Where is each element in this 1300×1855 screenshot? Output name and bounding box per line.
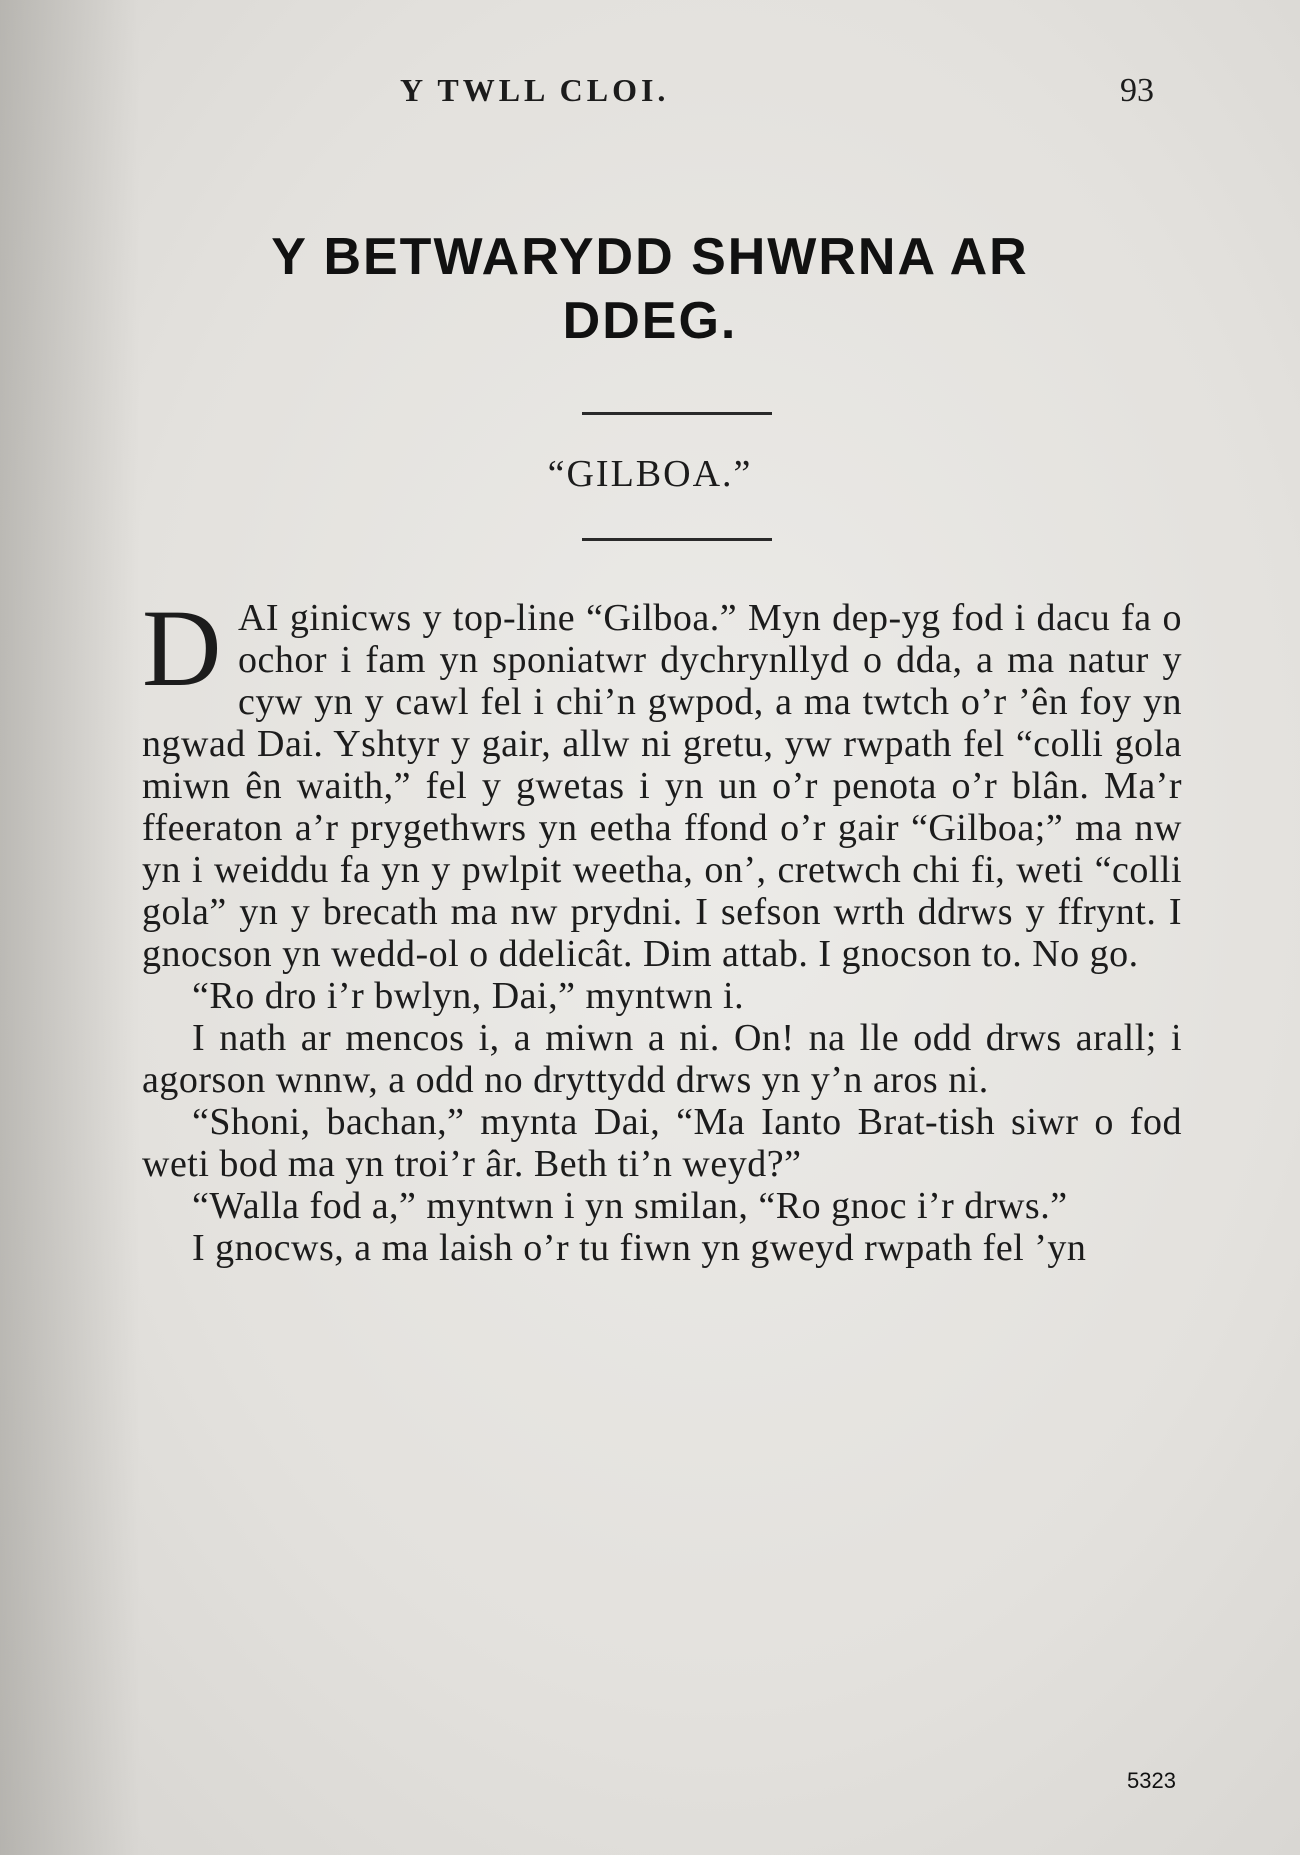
chapter-title-line-2: DDEG.: [562, 292, 738, 350]
page-id-label: 5323: [1127, 1768, 1176, 1793]
body-text: [142, 587, 1182, 1269]
paragraph-2: “Ro dro i’r bwlyn, Dai,” myntwn i.: [192, 975, 745, 1017]
chapter-title-line-1: Y BETWARYDD SHWRNA AR: [271, 228, 1029, 286]
divider-rule-bottom: [582, 538, 772, 541]
chapter-subtitle: “GILBOA.”: [547, 453, 753, 495]
paragraph-1-text: AI ginicws y top-line “Gilboa.” Myn dep-yg fod i dacu fa o ochor i fam yn sponiatwr dychrynllyd o dda, a ma natur y cyw yn y cawl fel i chi’n gwpod, a ma twtch o’r ’ên foy yn ngwad Dai. Yshtyr y gair, allw ni gretu, yw rwpath fel “colli gola miwn ên waith,” fel y gwetas i yn un o’r penota o’r blân. Ma’r ffeeraton a’r prygethwrs yn eetha ffond o’r gair “Gilboa;” ma nw yn i weiddu fa yn y pwlpit weetha, on’, cretwch chi fi, weti “colli gola” yn y brecath ma nw prydni. I sefson wrth ddrws y ffrynt. I gnocson yn wedd-ol o ddelicât. Dim attab. I gnocson to. No go.: [142, 597, 1182, 975]
paragraph-4: “Shoni, bachan,” mynta Dai, “Ma Ianto Brat-tish siwr o fod weti bod ma yn troi’r âr. Beth ti’n weyd?”: [142, 1101, 1182, 1185]
divider-rule-top: [582, 412, 772, 415]
page-edge-shadow: [0, 0, 140, 1855]
paragraph-1: [142, 587, 1182, 975]
running-head: [0, 72, 1300, 112]
running-title: Y TWLL CLOI.: [400, 72, 670, 108]
paragraph-3: I nath ar mencos i, a miwn a ni. On! na lle odd drws arall; i agorson wnnw, a odd no dryttydd drws yn y’n aros ni.: [142, 1017, 1182, 1101]
drop-cap: D: [142, 587, 222, 709]
paragraph-6: I gnocws, a ma laish o’r tu fiwn yn gweyd rwpath fel ’yn: [192, 1227, 1087, 1269]
chapter-title: [150, 225, 1150, 353]
paragraph-5: “Walla fod a,” myntwn i yn smilan, “Ro gnoc i’r drws.”: [192, 1185, 1068, 1227]
page-number: 93: [1120, 72, 1154, 109]
